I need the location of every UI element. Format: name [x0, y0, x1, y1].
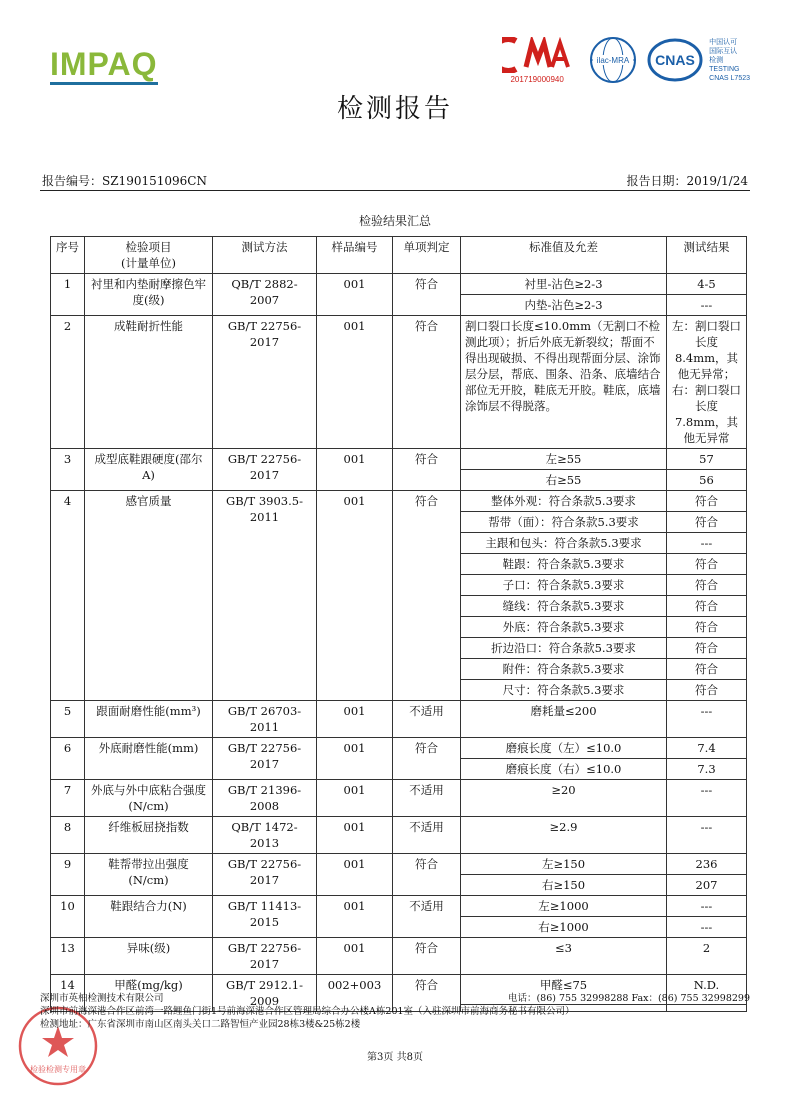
- cell-no: 8: [51, 817, 85, 854]
- cell-standard: ≥2.9: [461, 817, 667, 854]
- cell-result: 符合: [667, 554, 747, 575]
- cell-result: ---: [667, 917, 747, 938]
- col-item: 检验项目 (计量单位): [85, 237, 213, 274]
- cell-result: 7.3: [667, 759, 747, 780]
- cnas-text-line: TESTING: [709, 65, 740, 73]
- cell-result: 符合: [667, 680, 747, 701]
- cell-item: 成鞋耐折性能: [85, 316, 213, 449]
- cell-judge: 不适用: [393, 896, 461, 938]
- cell-item: 衬里和内垫耐摩擦色牢度(级): [85, 274, 213, 316]
- cell-result: 207: [667, 875, 747, 896]
- cell-sample: 001: [317, 701, 393, 738]
- cell-result: 56: [667, 470, 747, 491]
- cell-method: GB/T 3903.5-2011: [213, 491, 317, 701]
- col-judge: 单项判定: [393, 237, 461, 274]
- cell-item: 外底与外中底粘合强度(N/cm): [85, 780, 213, 817]
- cell-result: 符合: [667, 596, 747, 617]
- cnas-label: CNAS: [655, 52, 695, 68]
- cma-mark-icon: [502, 37, 572, 73]
- cell-standard: 右≥55: [461, 470, 667, 491]
- cell-no: 6: [51, 738, 85, 780]
- cell-method: GB/T 22756-2017: [213, 449, 317, 491]
- cell-sample: 001: [317, 738, 393, 780]
- cell-judge: 符合: [393, 738, 461, 780]
- cell-no: 13: [51, 938, 85, 975]
- cma-number: 201719000940: [510, 74, 564, 84]
- cnas-mark-icon: [647, 38, 703, 82]
- cell-judge: 符合: [393, 854, 461, 896]
- cell-judge: 不适用: [393, 780, 461, 817]
- cell-result: ---: [667, 701, 747, 738]
- table-caption: 检验结果汇总: [358, 214, 431, 228]
- cell-no: 9: [51, 854, 85, 896]
- table-row: [51, 854, 747, 875]
- cell-standard: 折边沿口：符合条款5.3要求: [461, 638, 667, 659]
- cell-result: 符合: [667, 512, 747, 533]
- cell-standard: 附件：符合条款5.3要求: [461, 659, 667, 680]
- table-row: [51, 274, 747, 295]
- cell-standard: ≤3: [461, 938, 667, 975]
- cell-result: 符合: [667, 638, 747, 659]
- cell-method: GB/T 22756-2017: [213, 938, 317, 975]
- cell-item: 异味(级): [85, 938, 213, 975]
- footer-contact: 电话：(86) 755 32998288 Fax：(86) 755 32998299: [507, 993, 750, 1004]
- footer-address: 深圳市前海深港合作区前湾一路鲤鱼门街1号前海深港合作区管理局综合办公楼A栋201室（入驻深圳市前海商务秘书有限公司）: [40, 1006, 575, 1017]
- cell-result: ---: [667, 533, 747, 554]
- cell-standard: 尺寸：符合条款5.3要求: [461, 680, 667, 701]
- table-row: [51, 780, 747, 817]
- cell-result: 符合: [667, 659, 747, 680]
- col-result: 测试结果: [667, 237, 747, 274]
- footer-company: 深圳市英柏检测技术有限公司: [40, 993, 164, 1004]
- results-table: [50, 236, 747, 1012]
- cell-result: 符合: [667, 575, 747, 596]
- cell-standard: 外底：符合条款5.3要求: [461, 617, 667, 638]
- cell-sample: 001: [317, 316, 393, 449]
- cell-standard: 割口裂口长度≤10.0mm（无割口不检测此项）；折后外底无新裂纹；帮面不得出现破损、不得出现帮面分层、涂饰层分层，帮底、围条、沿条、底墙结合部位无开胶，鞋底无开胶。鞋底，底墙涂饰层不得脱落。: [461, 316, 667, 449]
- cell-judge: 符合: [393, 449, 461, 491]
- cell-judge: 不适用: [393, 701, 461, 738]
- cell-no: 14: [51, 975, 85, 1012]
- cell-sample: 001: [317, 491, 393, 701]
- cell-judge: 不适用: [393, 817, 461, 854]
- footer-test-address: 检测地址：广东省深圳市南山区南头关口二路智恒产业园28栋3楼&25栋2楼: [40, 1019, 361, 1030]
- cnas-text-line: CNAS L7523: [709, 74, 750, 82]
- cell-no: 4: [51, 491, 85, 701]
- cell-method: GB/T 2912.1-2009: [213, 975, 317, 1012]
- cnas-text-line: 国际互认: [709, 47, 738, 55]
- table-row: [51, 738, 747, 759]
- cell-standard: 左≥1000: [461, 896, 667, 917]
- cell-standard: 左≥150: [461, 854, 667, 875]
- cell-standard: 衬里-沾色≥2-3: [461, 274, 667, 295]
- cell-judge: 符合: [393, 316, 461, 449]
- cell-sample: 001: [317, 449, 393, 491]
- cell-sample: 001: [317, 274, 393, 316]
- cnas-text-line: 检测: [709, 56, 724, 64]
- table-header-row: [51, 237, 747, 274]
- cell-no: 10: [51, 896, 85, 938]
- table-body: [51, 274, 747, 1012]
- cell-standard: 右≥150: [461, 875, 667, 896]
- report-number: 报告编号：SZ190151096CN: [42, 174, 207, 188]
- cell-result: ---: [667, 295, 747, 316]
- table-row: [51, 896, 747, 917]
- cell-standard: 鞋跟：符合条款5.3要求: [461, 554, 667, 575]
- table-row: [51, 817, 747, 854]
- cell-standard: 整体外观：符合条款5.3要求: [461, 491, 667, 512]
- col-method: 测试方法: [213, 237, 317, 274]
- ilac-mra-logo-icon: [589, 36, 637, 84]
- cell-standard: 主跟和包头：符合条款5.3要求: [461, 533, 667, 554]
- cell-standard: 左≥55: [461, 449, 667, 470]
- cell-method: GB/T 21396-2008: [213, 780, 317, 817]
- cell-standard: 右≥1000: [461, 917, 667, 938]
- cell-judge: 符合: [393, 938, 461, 975]
- cell-standard: 磨痕长度（右）≤10.0: [461, 759, 667, 780]
- header-divider: [40, 190, 750, 191]
- cma-logo: [495, 37, 579, 84]
- cell-method: GB/T 22756-2017: [213, 738, 317, 780]
- cell-result: 符合: [667, 617, 747, 638]
- cell-result: 236: [667, 854, 747, 875]
- accreditation-logos: [495, 36, 750, 84]
- cell-item: 纤维板屈挠指数: [85, 817, 213, 854]
- cell-judge: 符合: [393, 491, 461, 701]
- cell-standard: 内垫-沾色≥2-3: [461, 295, 667, 316]
- cell-item: 感官质量: [85, 491, 213, 701]
- cell-no: 3: [51, 449, 85, 491]
- cell-method: GB/T 26703-2011: [213, 701, 317, 738]
- cell-method: GB/T 11413-2015: [213, 896, 317, 938]
- cnas-logo: [647, 38, 750, 83]
- cell-sample: 001: [317, 780, 393, 817]
- cell-standard: 磨痕长度（左）≤10.0: [461, 738, 667, 759]
- cell-item: 成型底鞋跟硬度(邵尔A): [85, 449, 213, 491]
- cell-sample: 002+003: [317, 975, 393, 1012]
- cell-result: 2: [667, 938, 747, 975]
- cell-standard: 子口：符合条款5.3要求: [461, 575, 667, 596]
- cell-result: 左：割口裂口长度8.4mm，其他无异常；右：割口裂口长度7.8mm，其他无异常: [667, 316, 747, 449]
- cell-standard: 磨耗量≤200: [461, 701, 667, 738]
- cell-result: 符合: [667, 491, 747, 512]
- cell-sample: 001: [317, 896, 393, 938]
- impaq-logo: IMPAQ: [50, 46, 158, 82]
- cell-result: 57: [667, 449, 747, 470]
- table-row: [51, 701, 747, 738]
- cell-standard: 帮带（面）：符合条款5.3要求: [461, 512, 667, 533]
- cell-judge: 符合: [393, 975, 461, 1012]
- cell-method: QB/T 1472-2013: [213, 817, 317, 854]
- cell-sample: 001: [317, 938, 393, 975]
- stamp-label: 检验检测专用章: [30, 1065, 86, 1074]
- cell-result: ---: [667, 780, 747, 817]
- cell-result: 7.4: [667, 738, 747, 759]
- cell-judge: 符合: [393, 274, 461, 316]
- cell-standard: 缝线：符合条款5.3要求: [461, 596, 667, 617]
- cell-no: 2: [51, 316, 85, 449]
- cell-no: 7: [51, 780, 85, 817]
- report-title: 检测报告: [336, 94, 453, 124]
- ilac-label: ilac-MRA: [596, 56, 630, 65]
- cell-no: 5: [51, 701, 85, 738]
- cell-item: 跟面耐磨性能(mm³): [85, 701, 213, 738]
- table-row: [51, 316, 747, 449]
- cell-item: 外底耐磨性能(mm): [85, 738, 213, 780]
- cnas-text: [709, 38, 750, 83]
- col-sample: 样品编号: [317, 237, 393, 274]
- cell-method: GB/T 22756-2017: [213, 854, 317, 896]
- footer: [40, 992, 750, 1031]
- cell-no: 1: [51, 274, 85, 316]
- page-number: 第3页 共8页: [367, 1052, 423, 1063]
- cell-result: 4-5: [667, 274, 747, 295]
- cell-result: ---: [667, 896, 747, 917]
- col-no: 序号: [51, 237, 85, 274]
- cell-item: 鞋跟结合力(N): [85, 896, 213, 938]
- cell-standard: 甲醛≤75: [461, 975, 667, 1005]
- cell-item: 甲醛(mg/kg): [85, 975, 213, 1012]
- table-row: [51, 491, 747, 512]
- cell-sample: 001: [317, 854, 393, 896]
- report-date: 报告日期：2019/1/24: [626, 174, 748, 188]
- cell-item: 鞋帮带拉出强度(N/cm): [85, 854, 213, 896]
- cnas-text-line: 中国认可: [709, 38, 738, 46]
- table-row: [51, 449, 747, 470]
- cell-result: ---: [667, 817, 747, 854]
- cell-method: QB/T 2882-2007: [213, 274, 317, 316]
- cell-result: N.D.: [667, 975, 747, 1005]
- cell-method: GB/T 22756-2017: [213, 316, 317, 449]
- col-standard: 标准值及允差: [461, 237, 667, 274]
- cell-standard: ≥20: [461, 780, 667, 817]
- table-row: [51, 938, 747, 975]
- cell-sample: 001: [317, 817, 393, 854]
